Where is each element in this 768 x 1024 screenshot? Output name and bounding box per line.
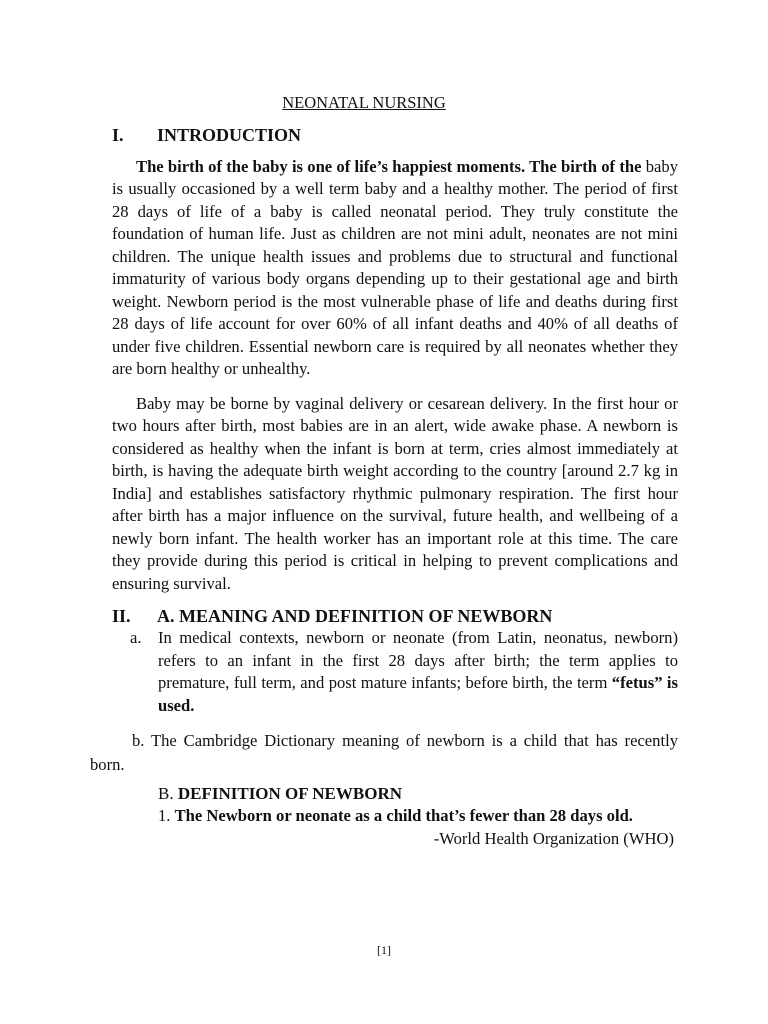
list-item-a-bold-text: “fetus” is used. (158, 673, 678, 715)
list-item-b (90, 729, 678, 777)
document-title: NEONATAL NURSING (282, 93, 446, 112)
intro-paragraph-1 (112, 156, 678, 381)
subheading-prefix: B. (158, 784, 174, 803)
definition-text: The Newborn or neonate as a child that’s fewer than 28 days old. (174, 806, 633, 825)
section-title: A. MEANING AND DEFINITION OF NEWBORN (157, 606, 553, 626)
intro-paragraph-2-text: Baby may be borne by vaginal delivery or cesarean delivery. In the first hour or two hours after birth, most babies are in an alert, wide awake phase. A newborn is considered as healthy when the infant is born at term, cries almost immediately at birth, is having the adequate birth weight according to the country [around 2.7 kg in India] and establishes satisfactory rhythmic pulmonary respiration. The first hour after birth has a major influence on the survival, future health, and wellbeing of a newly born infant. The health worker has an important role at this time. The care they provide during this period is critical in helping to prevent complications and ensuring survival. (112, 394, 678, 593)
section-number: II. (112, 606, 131, 626)
definition-source: -World Health Organization (WHO) (433, 829, 674, 848)
definition-item-1 (158, 806, 633, 826)
list-item-a-text: In medical contexts, newborn or neonate (from Latin, neonatus, newborn) refers to an infant in the first 28 days after birth; the term applies to premature, full term, and post mature infants; before birth, the term (158, 628, 678, 693)
section-heading-meaning (112, 606, 552, 627)
intro-paragraph-2 (112, 393, 678, 595)
subheading-title: DEFINITION OF NEWBORN (177, 784, 403, 803)
intro-lead-sentence: The birth of the baby is one of life’s happiest moments. The birth of the (136, 157, 642, 176)
intro-paragraph-1-text: baby is usually occasioned by a well term baby and a healthy mother. The period of first 28 days of life of a baby is called neonatal period. They truly constitute the foundation of human life. Just as children are not mini adult, neonates are not mini children. The unique health issues and problems due to structural and functional immaturity of various body organs depending up to their gestational age and birth weight. Newborn period is the most vulnerable phase of life and deaths during first 28 days of life account for over 60% of all infant deaths and 40% of all deaths of under five children. Essential newborn care is required by all neonates whether they are born healthy or unhealthy. (112, 157, 678, 379)
section-number: I. (112, 125, 124, 145)
list-marker: a. (130, 628, 142, 647)
list-item-a (130, 627, 678, 717)
list-item-b-text: b. The Cambridge Dictionary meaning of newborn is a child that has recently born. (90, 731, 678, 774)
page-number: [1] (377, 943, 391, 957)
section-title: INTRODUCTION (157, 125, 302, 145)
definition-number: 1. (158, 806, 171, 825)
subheading-definition (158, 784, 402, 804)
section-heading-introduction (112, 125, 301, 146)
